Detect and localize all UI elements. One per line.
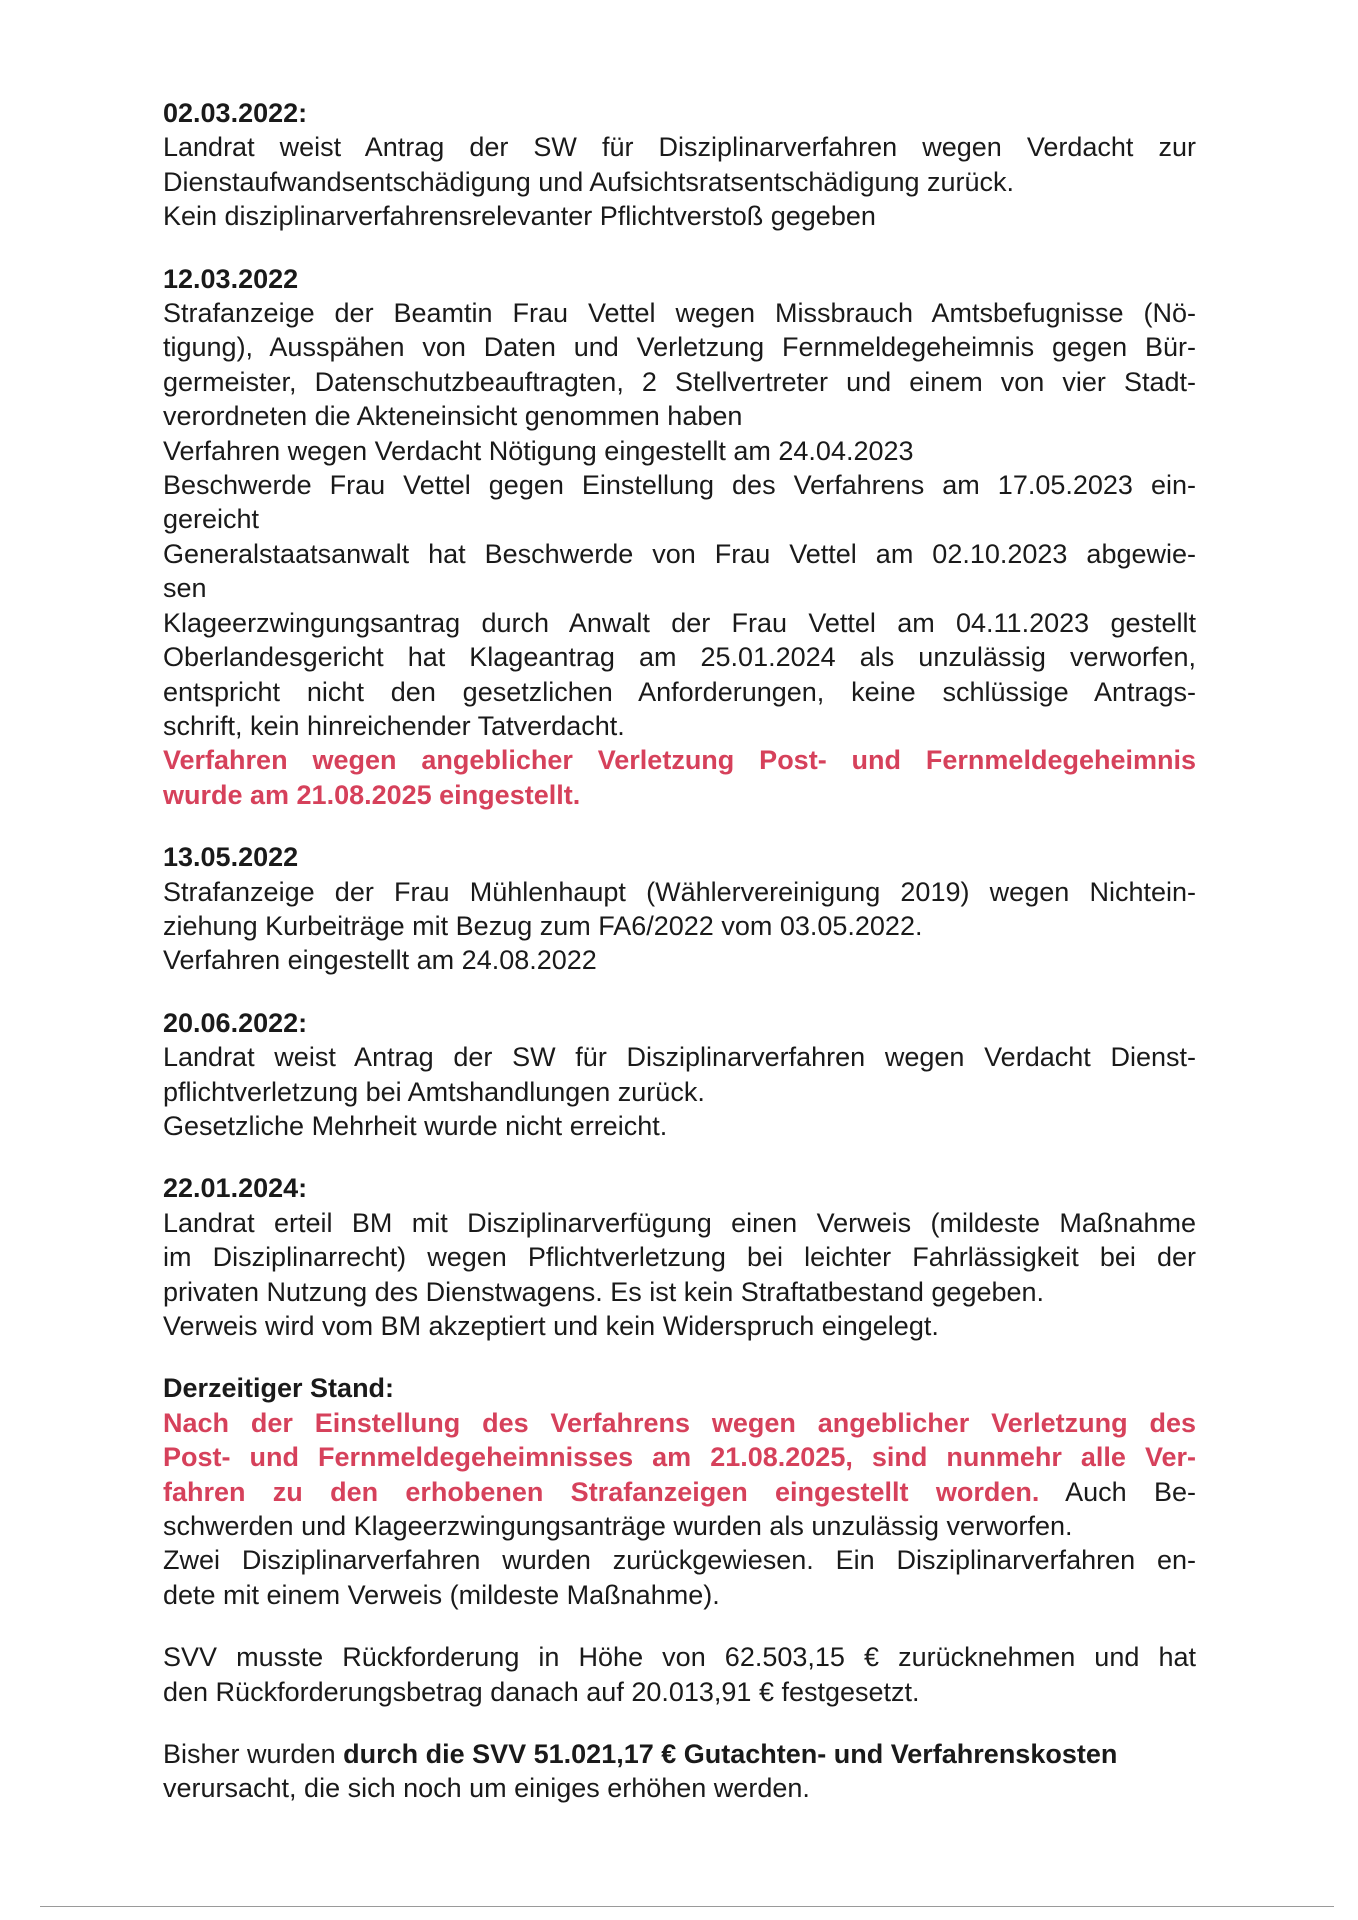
entry-text: Generalstaatsanwalt hat Beschwerde von Frau Vettel am 02.10.2023 abgewie- <box>163 538 1196 569</box>
svv-paragraph <box>163 1640 1196 1709</box>
entry-date: 22.01.2024: <box>163 1173 308 1204</box>
entry-text: Zwei Disziplinarverfahren wurden zurückgewiesen. Ein Disziplinarverfahren en- <box>163 1545 1196 1576</box>
entry-text: Verfahren wegen Verdacht Nötigung eingestellt am 24.04.2023 <box>163 435 914 466</box>
entry-20-06-2022 <box>163 1006 1196 1144</box>
entry-02-03-2022 <box>163 96 1196 234</box>
entry-text: germeister, Datenschutzbeauftragten, 2 Stellvertreter und einem von vier Stadt- <box>163 366 1196 397</box>
entry-text: Verfahren eingestellt am 24.08.2022 <box>163 945 597 976</box>
status-heading: Derzeitiger Stand: <box>163 1373 395 1404</box>
entry-text: Verweis wird vom BM akzeptiert und kein Widerspruch eingelegt. <box>163 1311 939 1341</box>
entry-date: 20.06.2022: <box>163 1007 308 1038</box>
entry-text: im Disziplinarrecht) wegen Pflichtverletzung bei leichter Fahrlässigkeit bei der <box>163 1242 1196 1273</box>
entry-text: verursacht, die sich noch um einiges erhöhen werden. <box>163 1773 810 1804</box>
entry-date: 13.05.2022 <box>163 842 299 873</box>
entry-text: Auch Be- <box>1039 1476 1197 1507</box>
costs-line <box>163 1737 1196 1771</box>
entry-text: Strafanzeige der Beamtin Frau Vettel wegen Missbrauch Amtsbefugnisse (Nö- <box>163 298 1196 329</box>
footer-rule <box>40 1906 1334 1907</box>
highlight-text: Post- und Fernmeldegeheimnisses am 21.08.2025, sind nunmehr alle Ver- <box>163 1442 1196 1473</box>
entry-text: Oberlandesgericht hat Klageantrag am 25.01.2024 als unzulässig verworfen, <box>163 642 1196 673</box>
entry-text: dete mit einem Verweis (mildeste Maßnahme). <box>163 1579 720 1610</box>
entry-text: ziehung Kurbeiträge mit Bezug zum FA6/2022 vom 03.05.2022. <box>163 910 923 941</box>
entry-text: Kein disziplinarverfahrensrelevanter Pflichtverstoß gegeben <box>163 201 876 232</box>
entry-text: SVV musste Rückforderung in Höhe von 62.503,15 € zurücknehmen und hat <box>163 1642 1196 1673</box>
highlight-text: Nach der Einstellung des Verfahrens wegen angeblicher Verletzung des <box>163 1407 1196 1438</box>
entry-text: tigung), Ausspähen von Daten und Verletzung Fernmeldegeheimnis gegen Bür- <box>163 332 1196 363</box>
entry-date: 12.03.2022 <box>163 263 299 294</box>
entry-text: Klageerzwingungsantrag durch Anwalt der Frau Vettel am 04.11.2023 gestellt <box>163 607 1196 638</box>
entry-text: Landrat erteil BM mit Disziplinarverfügung einen Verweis (mildeste Maßnahme <box>163 1207 1196 1238</box>
highlight-text: fahren zu den erhobenen Strafanzeigen eingestellt worden. <box>163 1476 1040 1507</box>
entry-text: schrift, kein hinreichender Tatverdacht. <box>163 710 625 741</box>
document-body <box>163 96 1196 1806</box>
entry-text: Landrat weist Antrag der SW für Disziplinarverfahren wegen Verdacht zur <box>163 132 1196 163</box>
entry-text: Strafanzeige der Frau Mühlenhaupt (Wählervereinigung 2019) wegen Nichtein- <box>163 876 1196 907</box>
entry-text: Dienstaufwandsentschädigung und Aufsichtsratsentschädigung zurück. <box>163 166 1015 197</box>
entry-text: pflichtverletzung bei Amtshandlungen zurück. <box>163 1076 705 1107</box>
current-status <box>163 1371 1196 1612</box>
entry-text: Landrat weist Antrag der SW für Disziplinarverfahren wegen Verdacht Dienst- <box>163 1042 1196 1073</box>
costs-amount: durch die SVV 51.021,17 € Gutachten- und Verfahrenskosten <box>343 1739 1118 1770</box>
entry-text: gereicht <box>163 504 260 535</box>
entry-text: verordneten die Akteneinsicht genommen haben <box>163 401 743 432</box>
highlight-text: wurde am 21.08.2025 eingestellt. <box>163 779 581 810</box>
entry-text: Bisher wurden <box>163 1739 344 1770</box>
entry-text: Beschwerde Frau Vettel gegen Einstellung des Verfahrens am 17.05.2023 ein- <box>163 470 1196 501</box>
entry-text: sen <box>163 573 207 604</box>
entry-13-05-2022 <box>163 840 1196 978</box>
entry-12-03-2022 <box>163 262 1196 813</box>
costs-paragraph <box>163 1737 1196 1806</box>
entry-text: entspricht nicht den gesetzlichen Anforderungen, keine schlüssige Antrags- <box>163 676 1196 707</box>
entry-22-01-2024 <box>163 1171 1196 1343</box>
entry-text: privaten Nutzung des Dienstwagens. Es ist kein Straftatbestand gegeben. <box>163 1276 1045 1307</box>
entry-text: den Rückforderungsbetrag danach auf 20.013,91 € festgesetzt. <box>163 1676 920 1707</box>
entry-date: 02.03.2022: <box>163 98 308 128</box>
entry-text: schwerden und Klageerzwingungsanträge wurden als unzulässig verworfen. <box>163 1511 1073 1542</box>
entry-text: Gesetzliche Mehrheit wurde nicht erreicht. <box>163 1110 668 1141</box>
highlight-text: Verfahren wegen angeblicher Verletzung Post- und Fernmeldegeheimnis <box>163 745 1196 776</box>
status-mixed-line <box>163 1475 1196 1509</box>
